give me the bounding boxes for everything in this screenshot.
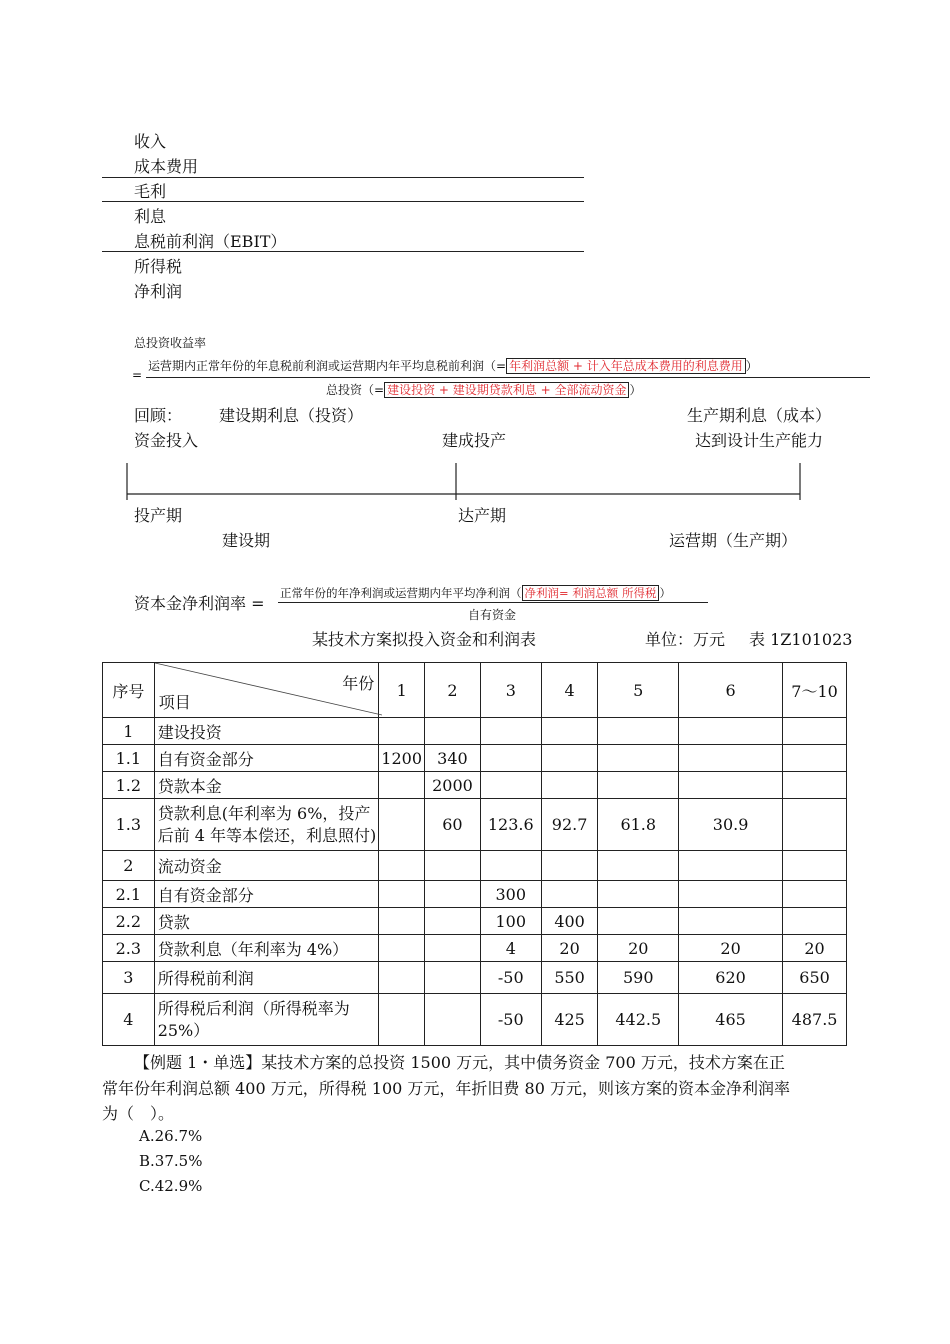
header-diagonal-cell <box>154 663 379 718</box>
row-value-cell: 2000 <box>425 772 481 799</box>
roi-denominator-close: ） <box>629 383 642 397</box>
row-value-cell <box>783 881 847 908</box>
header-year-col: 3 <box>480 663 541 718</box>
roi-denominator-red: 建设投资 + 建设期贷款利息 + 全部流动资金 <box>384 382 629 398</box>
row-value-cell <box>541 772 598 799</box>
table-body <box>103 718 847 1046</box>
roe-numerator <box>280 585 671 601</box>
roi-numerator-close: ） <box>745 359 758 373</box>
row-item <box>154 994 379 1046</box>
row-value-cell: 20 <box>679 935 783 962</box>
table-row <box>103 935 847 962</box>
option-c: C.42.9% <box>139 1177 203 1195</box>
row-value-cell: 30.9 <box>679 799 783 851</box>
row-number: 1.2 <box>103 772 155 799</box>
timeline-recall: 回顾： <box>134 406 183 425</box>
row-value-cell <box>425 908 481 935</box>
row-value-cell: 550 <box>541 962 598 994</box>
roi-label: 总投资收益率 <box>134 336 207 350</box>
row-value-cell <box>783 908 847 935</box>
row-number: 1.1 <box>103 745 155 772</box>
income-line-net-profit: 净利润 <box>134 282 183 301</box>
row-value-cell <box>379 851 425 881</box>
roe-denominator: 自有资金 <box>468 608 517 622</box>
row-value-cell: 650 <box>783 962 847 994</box>
row-value-cell <box>379 994 425 1046</box>
row-value-cell: 442.5 <box>598 994 679 1046</box>
row-value-cell: 100 <box>480 908 541 935</box>
investment-profit-table <box>102 662 847 1046</box>
row-value-cell <box>541 745 598 772</box>
example-line-3: 为（ ）。 <box>102 1104 175 1123</box>
table-row <box>103 799 847 851</box>
table-row <box>103 772 847 799</box>
roe-label: 资本金净利润率 = <box>134 594 265 613</box>
row-value-cell: 300 <box>480 881 541 908</box>
income-line-gross-profit: 毛利 <box>134 182 167 201</box>
row-item: 建设投资 <box>154 718 379 745</box>
row-value-cell <box>425 962 481 994</box>
table-row <box>103 745 847 772</box>
roi-denominator <box>326 381 641 398</box>
timeline-operation-period: 运营期（生产期） <box>669 531 798 550</box>
header-year-col: 6 <box>679 663 783 718</box>
table-unit: 单位：万元 <box>645 630 726 649</box>
roi-denominator-eq: = <box>374 383 385 397</box>
row-value-cell <box>541 881 598 908</box>
row-item: 贷款利息（年利率为 4%） <box>154 935 379 962</box>
timeline-start-production: 投产期 <box>134 506 183 525</box>
row-value-cell <box>679 908 783 935</box>
row-value-cell: 123.6 <box>480 799 541 851</box>
timeline-reach-production: 达产期 <box>458 506 507 525</box>
row-value-cell <box>425 881 481 908</box>
row-number: 4 <box>103 994 155 1046</box>
row-item-line: 所得税后利润（所得税率为 <box>157 998 350 1018</box>
row-value-cell <box>598 908 679 935</box>
row-value-cell <box>379 799 425 851</box>
row-item: 贷款 <box>154 908 379 935</box>
fraction-bar <box>146 377 870 378</box>
row-item: 自有资金部分 <box>154 745 379 772</box>
roe-numerator-text: 正常年份的年净利润或运营期内年平均净利润（ <box>280 586 522 600</box>
header-year-col: 4 <box>541 663 598 718</box>
row-value-cell <box>541 851 598 881</box>
header-year-col: 2 <box>425 663 481 718</box>
row-value-cell <box>679 851 783 881</box>
table-title: 某技术方案拟投入资金和利润表 <box>312 630 537 649</box>
option-a: A.26.7% <box>139 1127 203 1145</box>
row-value-cell <box>379 881 425 908</box>
example-line-1: 【例题 1・单选】某技术方案的总投资 1500 万元，其中债务资金 700 万元，技术方案在正 <box>134 1053 785 1072</box>
row-value-cell: 590 <box>598 962 679 994</box>
row-value-cell: 60 <box>425 799 481 851</box>
row-value-cell: 465 <box>679 994 783 1046</box>
timeline-construction-period: 建设期 <box>222 531 271 550</box>
row-value-cell: 340 <box>425 745 481 772</box>
row-item-line: 贷款利息(年利率为 6%，投产 <box>157 803 371 823</box>
row-value-cell: 20 <box>783 935 847 962</box>
row-value-cell <box>598 772 679 799</box>
roe-numerator-close: ） <box>659 586 671 600</box>
timeline-construction-interest: 建设期利息（投资） <box>219 406 364 425</box>
roe-numerator-red: 净利润= 利润总额 所得税 <box>522 585 660 601</box>
row-value-cell <box>783 745 847 772</box>
row-value-cell: 20 <box>598 935 679 962</box>
row-value-cell <box>783 799 847 851</box>
row-number: 2 <box>103 851 155 881</box>
table-row <box>103 962 847 994</box>
row-number: 1.3 <box>103 799 155 851</box>
income-line-tax: 所得税 <box>134 257 183 276</box>
row-value-cell <box>598 745 679 772</box>
timeline-production-interest: 生产期利息（成本） <box>687 406 832 425</box>
roi-denominator-text: 总投资（ <box>326 383 375 397</box>
row-value-cell: 20 <box>541 935 598 962</box>
row-number: 2.3 <box>103 935 155 962</box>
row-value-cell <box>379 908 425 935</box>
example-line-2: 常年份年利润总额 400 万元，所得税 100 万元，年折旧费 80 万元，则该方案的资本金净利润率 <box>102 1079 790 1098</box>
timeline-design-capacity: 达到设计生产能力 <box>695 431 824 450</box>
row-value-cell: 425 <box>541 994 598 1046</box>
row-number: 2.1 <box>103 881 155 908</box>
table-row <box>103 718 847 745</box>
row-value-cell: 4 <box>480 935 541 962</box>
header-year-col: 1 <box>379 663 425 718</box>
row-value-cell: 487.5 <box>783 994 847 1046</box>
row-item: 贷款本金 <box>154 772 379 799</box>
table-row <box>103 881 847 908</box>
row-value-cell <box>598 881 679 908</box>
row-item-line: 25%） <box>157 1020 210 1040</box>
income-line-revenue: 收入 <box>134 132 167 151</box>
row-value-cell <box>679 718 783 745</box>
row-value-cell <box>425 851 481 881</box>
divider <box>102 177 584 178</box>
row-number: 3 <box>103 962 155 994</box>
table-header-row <box>103 663 847 718</box>
row-value-cell <box>783 718 847 745</box>
row-value-cell <box>379 962 425 994</box>
row-value-cell <box>480 718 541 745</box>
row-value-cell <box>425 994 481 1046</box>
option-b: B.37.5% <box>139 1152 203 1170</box>
roi-numerator-text: 运营期内正常年份的年息税前利润或运营期内年平均息税前利润（ <box>148 359 497 373</box>
row-value-cell: 61.8 <box>598 799 679 851</box>
row-item: 所得税前利润 <box>154 962 379 994</box>
header-year-col: 7～10 <box>783 663 847 718</box>
roi-numerator-red: 年利润总额 + 计入年总成本费用的利息费用 <box>506 358 746 374</box>
row-item-line: 后前 4 年等本偿还，利息照付) <box>157 825 377 845</box>
divider <box>102 251 584 252</box>
table-row <box>103 994 847 1046</box>
row-value-cell: 620 <box>679 962 783 994</box>
row-value-cell: 92.7 <box>541 799 598 851</box>
timeline-capital-input: 资金投入 <box>134 431 199 450</box>
divider <box>102 201 584 202</box>
row-item: 自有资金部分 <box>154 881 379 908</box>
row-value-cell <box>541 718 598 745</box>
row-value-cell <box>480 772 541 799</box>
row-value-cell <box>379 718 425 745</box>
header-item: 项目 <box>158 693 191 712</box>
row-value-cell <box>480 851 541 881</box>
row-item: 流动资金 <box>154 851 379 881</box>
row-value-cell <box>425 718 481 745</box>
row-value-cell <box>783 851 847 881</box>
row-value-cell: -50 <box>480 994 541 1046</box>
row-item <box>154 799 379 851</box>
row-value-cell <box>598 851 679 881</box>
table-number: 表 1Z101023 <box>749 630 853 649</box>
timeline-axis <box>120 458 810 504</box>
row-number: 2.2 <box>103 908 155 935</box>
income-line-cost: 成本费用 <box>134 157 199 176</box>
roi-numerator <box>148 357 758 374</box>
row-value-cell <box>480 745 541 772</box>
income-line-interest: 利息 <box>134 207 167 226</box>
roi-numerator-eq: = <box>496 359 507 373</box>
row-value-cell <box>679 745 783 772</box>
header-year: 年份 <box>342 674 375 693</box>
roi-eq: = <box>132 368 143 382</box>
row-value-cell: -50 <box>480 962 541 994</box>
row-value-cell <box>679 772 783 799</box>
header-no: 序号 <box>103 663 155 718</box>
timeline-completed: 建成投产 <box>442 431 507 450</box>
row-number: 1 <box>103 718 155 745</box>
row-value-cell <box>425 935 481 962</box>
row-value-cell: 1200 <box>379 745 425 772</box>
row-value-cell <box>679 881 783 908</box>
row-value-cell <box>379 772 425 799</box>
row-value-cell <box>598 718 679 745</box>
fraction-bar <box>278 602 708 603</box>
table-row <box>103 851 847 881</box>
row-value-cell: 400 <box>541 908 598 935</box>
row-value-cell <box>783 772 847 799</box>
income-line-ebit: 息税前利润（EBIT） <box>134 232 287 251</box>
row-value-cell <box>379 935 425 962</box>
table-row <box>103 908 847 935</box>
header-year-col: 5 <box>598 663 679 718</box>
